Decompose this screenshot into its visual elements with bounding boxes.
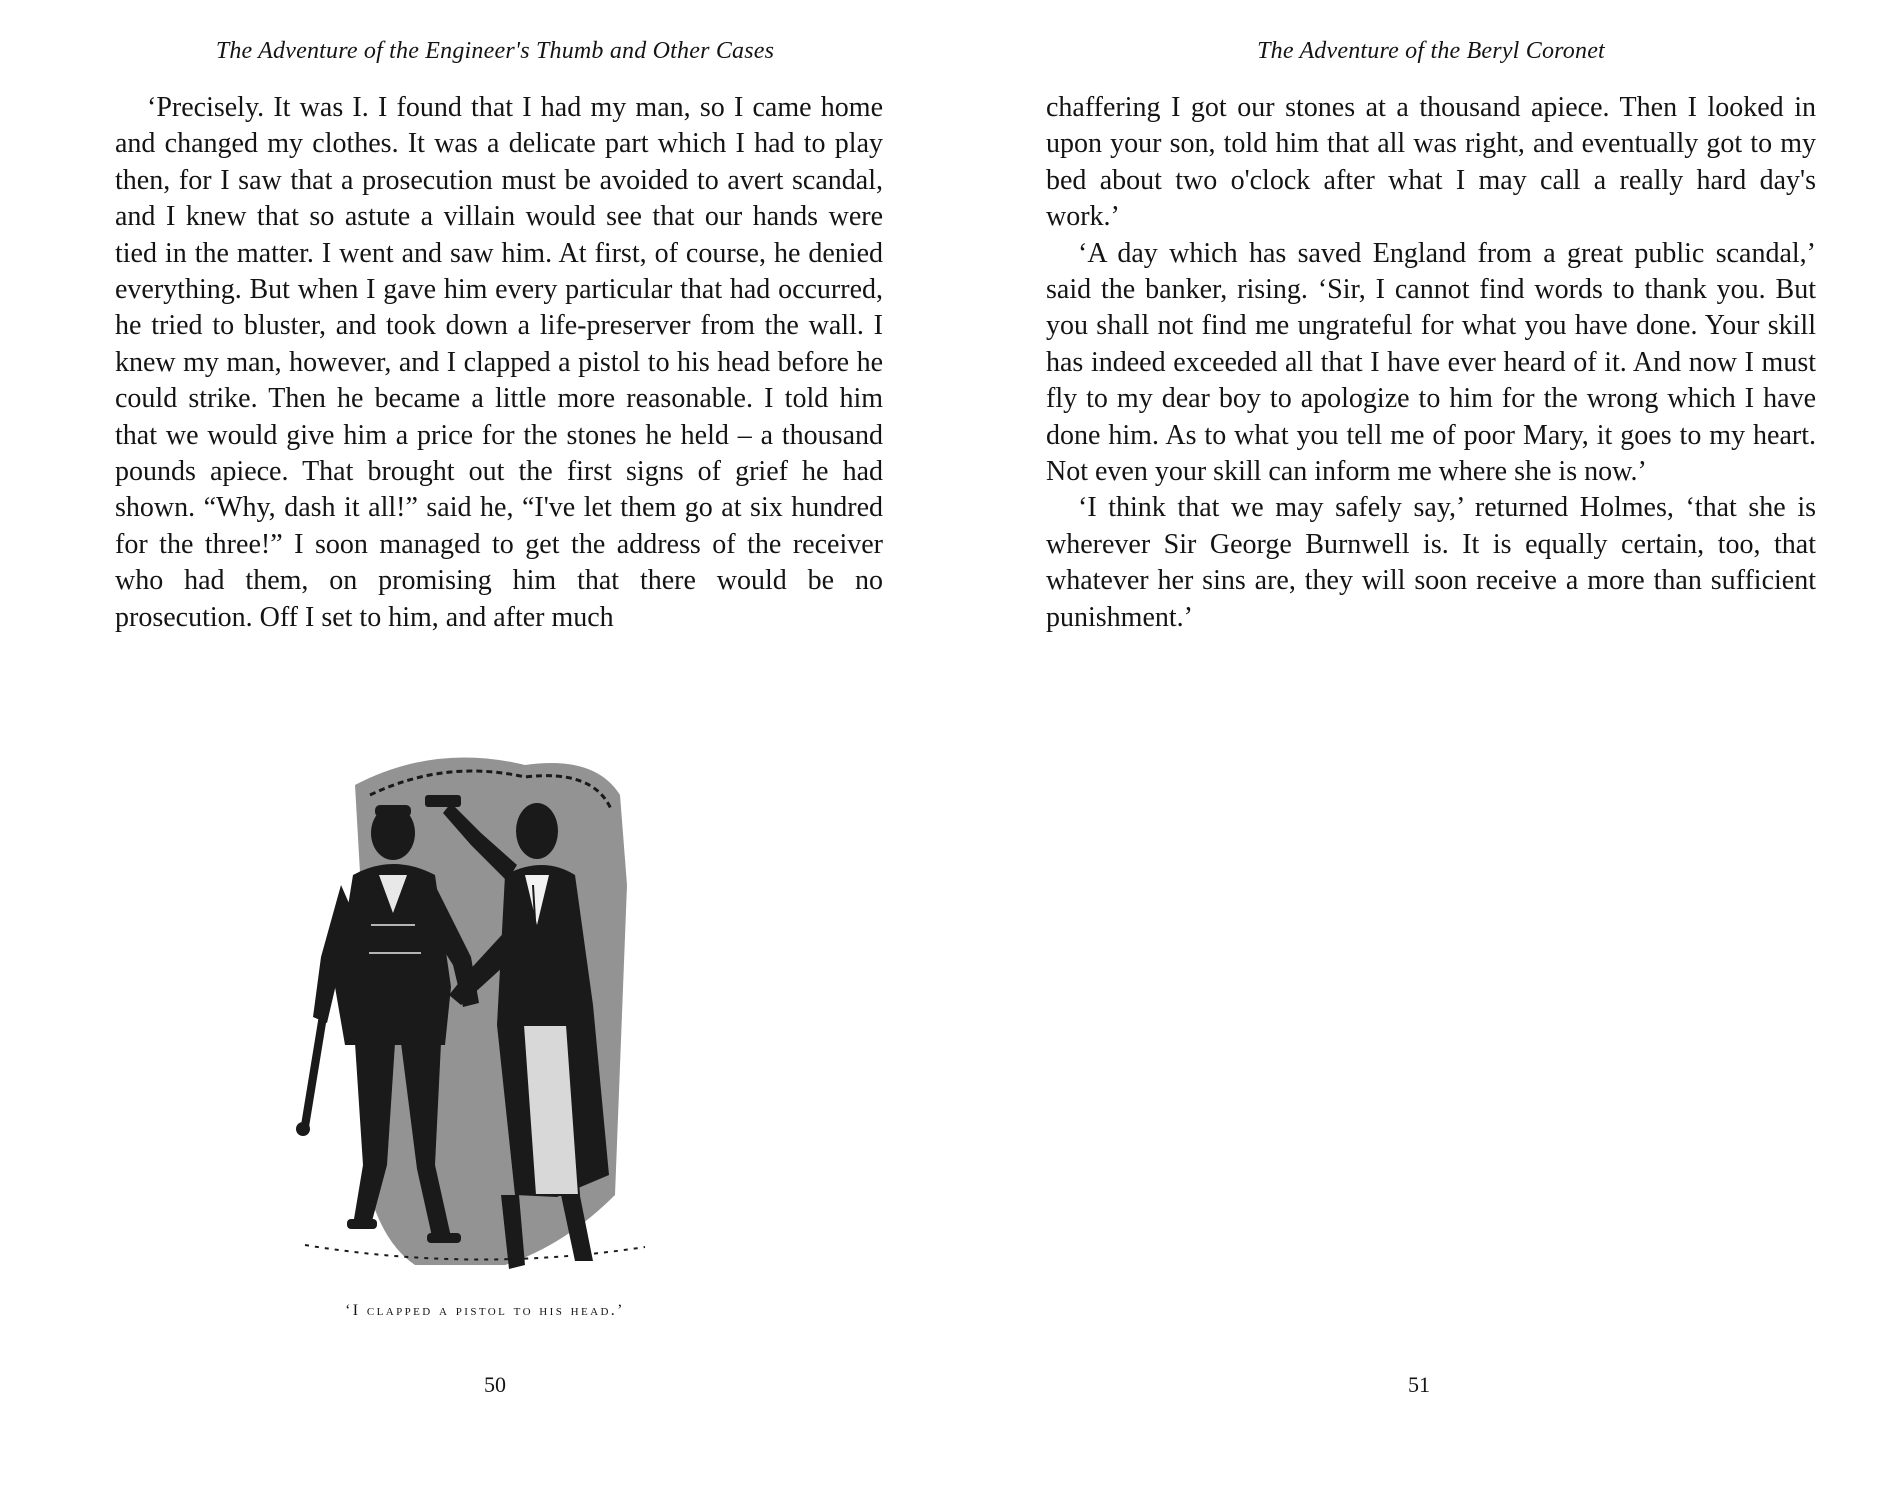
- right-body-text: [1046, 90, 1816, 636]
- right-continuation: chaffering I got our stones at a thousand apiece. Then I looked in upon your son, told him that all was right, and eventually got to my bed about two o'clock after what I may call a really hard day's work.’: [1046, 92, 1816, 233]
- right-paragraph-2: ‘I think that we may safely say,’ returned Holmes, ‘that she is wherever Sir George Burnwell is. It is equally certain, too, that whatever her sins are, they will soon receive a more than sufficient punishment.’: [1046, 492, 1816, 633]
- right-paragraph-1: ‘A day which has saved England from a great public scandal,’ said the banker, rising. ‘Sir, I cannot find words to thank you. But you shall not find me ungrateful for what you have done. Your skill has indeed exceeded all that I have ever heard of it. And now I must fly to my dear boy to apologize to him for the wrong which I have done him. As to what you tell me of poor Mary, it goes to my heart. Not even your skill can inform me where she is now.’: [1046, 237, 1816, 488]
- right-page: [951, 0, 1902, 1498]
- left-body-text: [115, 90, 883, 636]
- illustration: [275, 725, 695, 1285]
- left-page-number: 50: [484, 1372, 506, 1397]
- illustration-caption: ‘I clapped a pistol to his head.’: [345, 1302, 625, 1319]
- right-running-head: The Adventure of the Beryl Coronet: [1257, 38, 1605, 64]
- engraving-two-men-pistol-icon: [275, 725, 695, 1285]
- right-page-number: 51: [1408, 1372, 1430, 1397]
- left-running-head: The Adventure of the Engineer's Thumb and Other Cases: [215, 38, 775, 64]
- left-paragraph-1: ‘Precisely. It was I. I found that I had my man, so I came home and changed my clothes. It was a delicate part which I had to play then, for I saw that a prosecution must be avoided to avert scandal, and I knew that so astute a villain would see that our hands were tied in the matter. I went and saw him. At first, of course, he denied everything. But when I gave him every particular that had occurred, he tried to bluster, and took down a life-preserver from the wall. I knew my man, however, and I clapped a pistol to his head before he could strike. Then he became a little more reasonable. I told him that we would give him a price for the stones he held – a thousand pounds apiece. That brought out the first signs of grief he had shown. “Why, dash it all!” said he, “I've let them go at six hundred for the three!” I soon managed to get the address of the receiver who had them, on promising him that there would be no prosecution. Off I set to him, and after much: [115, 92, 883, 633]
